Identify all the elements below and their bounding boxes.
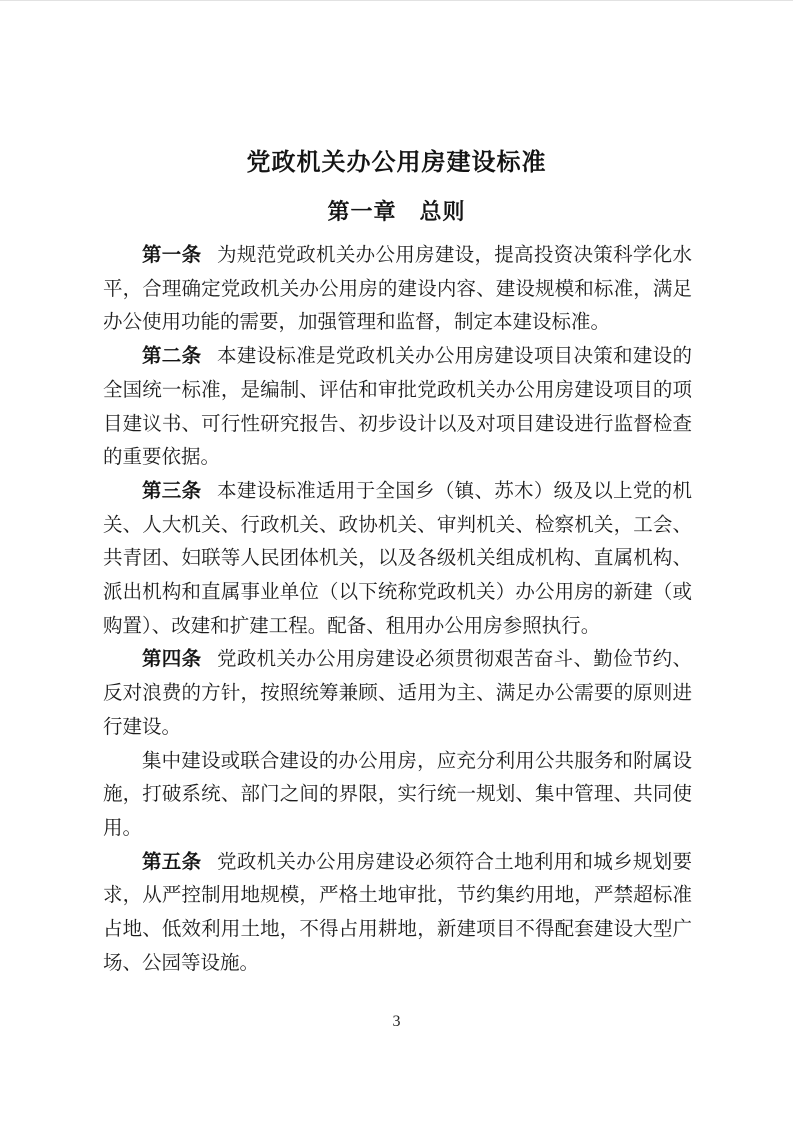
document-title: 党政机关办公用房建设标准: [246, 149, 547, 176]
article-3-text: 本建设标准适用于全国乡（镇、苏木）级及以上党的机关、人大机关、行政机关、政协机关、审判机关、检察机关，工会、共青团、妇联等人民团体机关，以及各级机关组成机构、直属机构、派出机构和直属事业单位（以下统称党政机关）办公用房的新建（或购置）、改建和扩建工程。配备、租用办公用房参照执行。: [103, 480, 692, 637]
article-2-label: 第二条: [142, 345, 202, 368]
article-3-label: 第三条: [142, 479, 202, 502]
article-4: [103, 643, 692, 744]
article-1: [103, 239, 692, 340]
document-body: [103, 239, 692, 980]
article-4-label: 第四条: [142, 648, 202, 671]
article-1-label: 第一条: [142, 244, 202, 266]
chapter-heading: 第一章 总则: [327, 199, 466, 224]
page-number: 3: [392, 1013, 401, 1030]
article-4-text: 党政机关办公用房建设必须贯彻艰苦奋斗、勤俭节约、反对浪费的方针，按照统筹兼顾、适用为主、满足办公需要的原则进行建设。: [103, 649, 692, 738]
article-2: [103, 340, 692, 475]
article-2-text: 本建设标准是党政机关办公用房建设项目决策和建设的全国统一标准，是编制、评估和审批党政机关办公用房建设项目的项目建议书、可行性研究报告、初步设计以及对项目建设进行监督检查的重要依据。: [103, 346, 692, 469]
article-1-text: 为规范党政机关办公用房建设，提高投资决策科学化水平，合理确定党政机关办公用房的建设内容、建设规模和标准，满足办公使用功能的需要，加强管理和监督，制定本建设标准。: [103, 245, 692, 334]
article-5: [103, 846, 692, 981]
article-4-continuation-text: 集中建设或联合建设的办公用房，应充分利用公共服务和附属设施，打破系统、部门之间的界限，实行统一规划、集中管理、共同使用。: [103, 750, 692, 839]
article-4-continuation: [103, 745, 692, 846]
article-5-text: 党政机关办公用房建设必须符合土地利用和城乡规划要求，从严控制用地规模，严格土地审批，节约集约用地，严禁超标准占地、低效利用土地，不得占用耕地，新建项目不得配套建设大型广场、公园等设施。: [103, 851, 692, 974]
article-3: [103, 475, 692, 644]
article-5-label: 第五条: [142, 850, 202, 873]
